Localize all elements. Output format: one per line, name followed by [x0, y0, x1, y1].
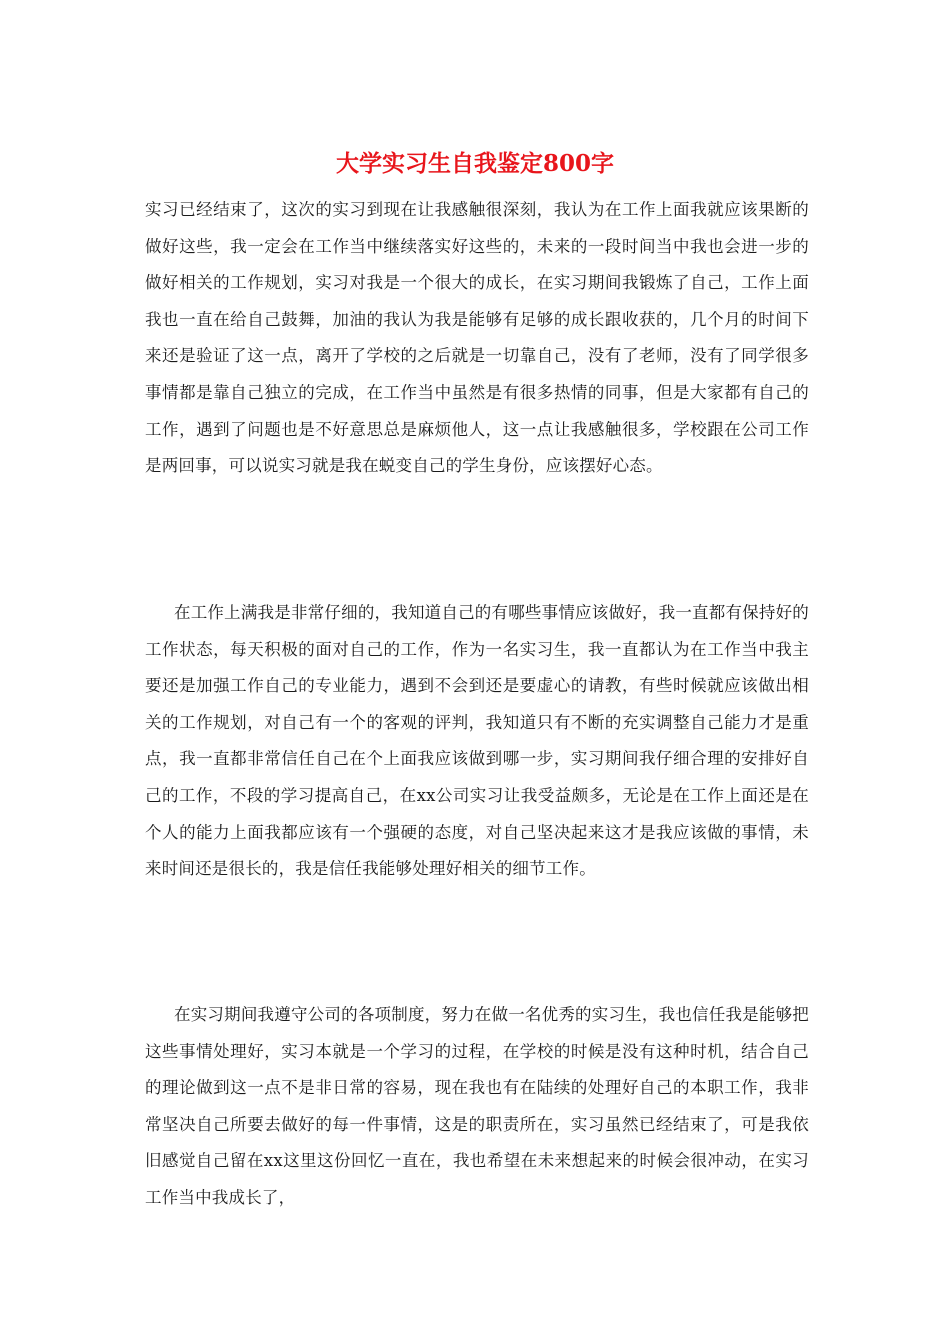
- paragraph-1: 实习已经结束了，这次的实习到现在让我感触很深刻，我认为在工作上面我就应该果断的做好这些，我一定会在工作当中继续落实好这些的，未来的一段时间当中我也会进一步的做好相关的工作规划，实习对我是一个很大的成长，在实习期间我锻炼了自己，工作上面我也一直在给自己鼓舞，加油的我认为我是能够有足够的成长跟收获的，几个月的时间下来还是验证了这一点，离开了学校的之后就是一切靠自己，没有了老师，没有了同学很多事情都是靠自己独立的完成，在工作当中虽然是有很多热情的同事，但是大家都有自己的工作，遇到了问题也是不好意思总是麻烦他人，这一点让我感触很多，学校跟在公司工作是两回事，可以说实习就是我在蜕变自己的学生身份，应该摆好心态。: [145, 200, 809, 476]
- paragraph-2: 在工作上满我是非常仔细的，我知道自己的有哪些事情应该做好，我一直都有保持好的工作状态，每天积极的面对自己的工作，作为一名实习生，我一直都认为在工作当中我主要还是加强工作自己的专业能力，遇到不会到还是要虚心的请教，有些时候就应该做出相关的工作规划，对自己有一个的客观的评判，我知道只有不断的充实调整自己能力才是重点，我一直都非常信任自己在个上面我应该做到哪一步，实习期间我仔细合理的安排好自己的工作，不段的学习提高自己，在xx公司实习让我受益颇多，无论是在工作上面还是在个人的能力上面我都应该有一个强硬的态度，对自己坚决起来这才是我应该做的事情，未来时间还是很长的，我是信任我能够处理好相关的细节工作。: [145, 603, 809, 879]
- document-title: 大学实习生自我鉴定800字: [335, 150, 614, 177]
- paragraph-3: 在实习期间我遵守公司的各项制度，努力在做一名优秀的实习生，我也信任我是能够把这些事情处理好，实习本就是一个学习的过程，在学校的时候是没有这种时机，结合自己的理论做到这一点不是非日常的容易，现在我也有在陆续的处理好自己的本职工作，我非常坚决自己所要去做好的每一件事情，这是的职责所在，实习虽然已经结束了，可是我依旧感觉自己留在xx这里这份回忆一直在，我也希望在未来想起来的时候会很冲动，在实习工作当中我成长了，: [145, 1005, 809, 1207]
